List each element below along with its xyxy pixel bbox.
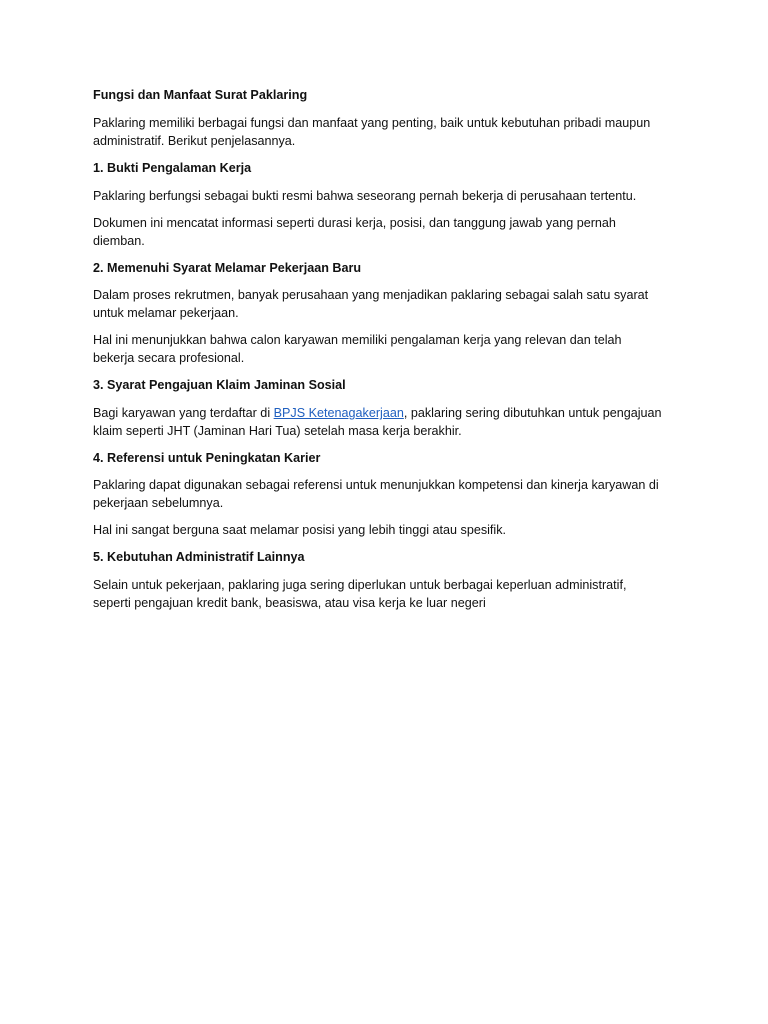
section-heading-referensi-karier: 4. Referensi untuk Peningkatan Karier xyxy=(93,451,321,465)
section-paragraph-line xyxy=(93,404,662,422)
intro-line: administratif. Berikut penjelasannya. xyxy=(93,134,296,148)
section-paragraph-line: Paklaring dapat digunakan sebagai referensi untuk menunjukkan kompetensi dan kinerja karyawan di xyxy=(93,478,659,492)
section-paragraph-line: Hal ini menunjukkan bahwa calon karyawan memiliki pengalaman kerja yang relevan dan telah xyxy=(93,333,622,347)
bpjs-ketenagakerjaan-link[interactable]: BPJS Ketenagakerjaan xyxy=(273,406,404,420)
section-paragraph-line: Dalam proses rekrutmen, banyak perusahaan yang menjadikan paklaring sebagai salah satu syarat xyxy=(93,288,649,302)
section-paragraph-line: pekerjaan sebelumnya. xyxy=(93,496,224,510)
section-paragraph-line: seperti pengajuan kredit bank, beasiswa, atau visa kerja ke luar negeri xyxy=(93,596,486,610)
section-heading-kebutuhan-administratif: 5. Kebutuhan Administratif Lainnya xyxy=(93,550,305,564)
intro-line: Paklaring memiliki berbagai fungsi dan manfaat yang penting, baik untuk kebutuhan pribadi maupun xyxy=(93,116,651,130)
section-paragraph-line: untuk melamar pekerjaan. xyxy=(93,306,239,320)
section-paragraph-line: Hal ini sangat berguna saat melamar posisi yang lebih tinggi atau spesifik. xyxy=(93,523,507,537)
paragraph-text: , paklaring sering dibutuhkan untuk pengajuan xyxy=(403,406,662,420)
section-paragraph-line: diemban. xyxy=(93,234,145,248)
section-paragraph-line: klaim seperti JHT (Jaminan Hari Tua) setelah masa kerja berakhir. xyxy=(93,424,462,438)
section-paragraph-line: Dokumen ini mencatat informasi seperti durasi kerja, posisi, dan tanggung jawab yang pernah xyxy=(93,216,616,230)
section-paragraph-line: bekerja secara profesional. xyxy=(93,351,245,365)
section-paragraph-line: Selain untuk pekerjaan, paklaring juga sering diperlukan untuk berbagai keperluan administratif, xyxy=(93,578,627,592)
section-heading-klaim-jaminan: 3. Syarat Pengajuan Klaim Jaminan Sosial xyxy=(93,378,346,392)
section-heading-bukti-pengalaman: 1. Bukti Pengalaman Kerja xyxy=(93,161,252,175)
document-title: Fungsi dan Manfaat Surat Paklaring xyxy=(93,88,308,102)
section-paragraph-line: Paklaring berfungsi sebagai bukti resmi bahwa seseorang pernah bekerja di perusahaan tertentu. xyxy=(93,189,637,203)
paragraph-text: Bagi karyawan yang terdaftar di xyxy=(93,406,274,420)
section-heading-memenuhi-syarat: 2. Memenuhi Syarat Melamar Pekerjaan Baru xyxy=(93,261,362,275)
